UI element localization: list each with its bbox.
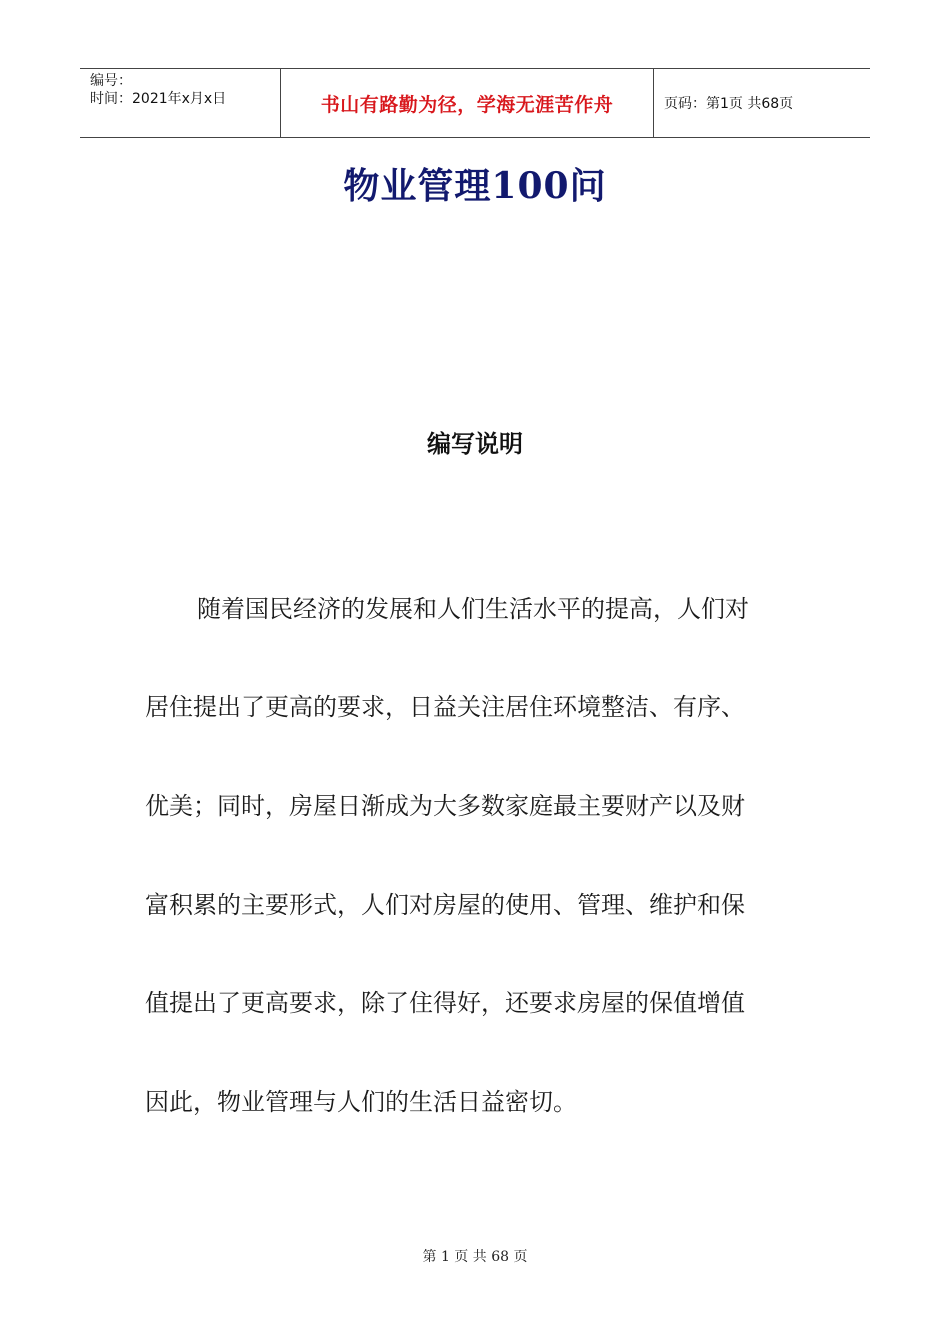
page-header xyxy=(80,68,870,138)
document-number-label: 编号： xyxy=(90,73,132,89)
paragraph-line: 值提出了更高要求，除了住得好，还要求房屋的保值增值 xyxy=(145,989,745,1017)
paragraph-line: 居住提出了更高的要求，日益关注居住环境整洁、有序、 xyxy=(145,693,745,721)
paragraph-line: 优美；同时，房屋日渐成为大多数家庭最主要财产以及财 xyxy=(145,792,745,820)
page-footer: 第 1 页 共 68 页 xyxy=(422,1249,528,1265)
header-page-info: 页码：第1页 共68页 xyxy=(664,96,794,112)
header-meta-cell xyxy=(80,69,281,137)
header-motto: 书山有路勤为径，学海无涯苦作舟 xyxy=(320,93,614,116)
header-page-cell xyxy=(654,69,870,137)
document-time-label: 时间：2021年x月x日 xyxy=(90,91,227,107)
header-motto-cell xyxy=(281,69,654,137)
paragraph-line: 富积累的主要形式，人们对房屋的使用、管理、维护和保 xyxy=(145,891,745,919)
paragraph-line: 随着国民经济的发展和人们生活水平的提高，人们对 xyxy=(197,595,749,623)
paragraph-line: 因此，物业管理与人们的生活日益密切。 xyxy=(145,1088,577,1116)
section-heading: 编写说明 xyxy=(427,430,523,458)
document-title: 物业管理100问 xyxy=(343,165,607,207)
